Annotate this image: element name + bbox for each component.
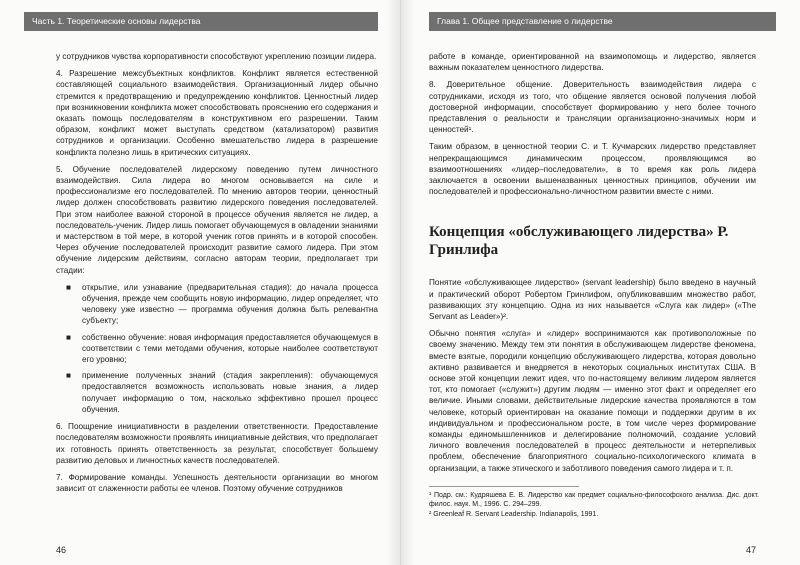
paragraph: 6. Поощрение инициативности в разделении ответственности. Предоставление последователям возможности проявлять инициативные действия, что предполагает их готовность принять ответственность за результат, способствует большему развитию деловых и личностных качеств последователей. xyxy=(56,422,378,465)
left-page-body xyxy=(56,51,378,494)
bullet-icon: ■ xyxy=(66,332,71,342)
running-head-left: Часть 1. Теоретические основы лидерства xyxy=(24,12,378,31)
paragraph: 4. Разрешение межсубъектных конфликтов. Конфликт является естественной составляющей социального взаимодействия. Организационный лидер обычно стремится к предотвращению и предупреждению конфликтов. Ценностный лидер при возникновении конфликта может способствовать прояснению его содержания и оказать помощь последователям в конструктивном его разрешении. Таким образом, конфликт может выступать средством (катализатором) развития сотрудников и организации. Особенно вмешательство лидера в разрешение конфликта полезно лишь в критических ситуациях. xyxy=(56,69,378,157)
list-item xyxy=(66,282,378,327)
paragraph: Понятие «обслуживающее лидерство» (servant leadership) было введено в научный и практический оборот Робертом Гринлифом, опубликовавшим множество работ, развивающих эту концепцию. Одна из них называется «Слуга как лидер» («The Servant as Leader»)². xyxy=(429,278,756,322)
page-number-right: 47 xyxy=(745,545,756,555)
paragraph: Таким образом, в ценностной теории С. и Т. Кучмарских лидерство представляет непрекращающимся динамическим процессом, проявляющимся во взаимоотношениях «лидер–последователи», в то время как роль лидера заключается в освоении вышеназванных ценностных принципов, обучении им последователей и профессионально-личностном развитии вместе с ними. xyxy=(429,142,756,197)
list-item xyxy=(66,370,378,415)
gutter-shadow xyxy=(401,0,415,565)
list-item-text: собственно обучение: новая информация предоставляется обучающемуся в соответствии с теми методами обучения, которые наиболее соответствуют его уровню; xyxy=(82,332,378,365)
bullet-icon: ■ xyxy=(66,282,71,292)
paragraph: у сотрудников чувства корпоративности способствуют укреплению позиции лидера. xyxy=(56,52,377,61)
list-item-text: открытие, или узнавание (предварительная стадия): до начала процесса обучения, прежде чем сообщить новую информацию, лидер определяет, что человеку уже известно — программа обучения должна быть релевантна субъекту; xyxy=(82,282,378,326)
running-head-right: Глава 1. Общее представление о лидерстве xyxy=(429,12,776,31)
list-item xyxy=(66,332,378,366)
paragraph: 7. Формирование команды. Успешность деятельности организации во многом зависит от слаженности работы ее членов. Поэтому обучение сотрудников xyxy=(56,472,378,494)
gutter-shadow xyxy=(386,0,400,565)
paragraph: работе в команде, ориентированной на взаимопомощь и лидерство, является важным показателем ценностного лидерства. xyxy=(429,52,756,73)
stages-list xyxy=(56,282,378,415)
list-item-text: применение полученных знаний (стадия закрепления): обучающемуся предоставляется возможность использовать новые знания, а лидер получает информацию о том, насколько эффективно прошел процесс обучения. xyxy=(82,371,378,414)
right-page-body xyxy=(429,51,759,519)
paragraph: 5. Обучение последователей лидерскому поведению путем личностного взаимодействия. Сила лидера во многом основывается на силе и профессионализме его последователей. По мнению авторов теории, ценностный лидер должен способствовать развитию лидерского поведения последователей. При этом наиболее важной стороной в процессе обучения является не лидер, а последователь-ученик. Лидер лишь помогает обучающемуся в овладении знаниями и мастерством в той мере, в которой ученик готов принять и в которой способен. Через обучение последователей происходит развитие самого лидера. При этом обучение лидерским действиям, согласно авторам теории, предполагает три стадии: xyxy=(56,164,378,275)
footnote: ¹ Подр. см.: Кудряшева Е. В. Лидерство как предмет социально-философского анализа. Дис. докт. филос. наук. М., 1996. С. 294–299. xyxy=(429,491,759,509)
bullet-icon: ■ xyxy=(66,371,71,381)
section-title: Концепция «обслуживающего лидерства» Р. Гринлифа xyxy=(429,224,729,259)
paragraph: Обычно понятия «слуга» и «лидер» воспринимаются как противоположные по своему значению. Между тем эти понятия в обслуживающем лидерстве феномена, вместе взятые, породили концепцию обслуживающего лидерства, которая довольно активно развивается и внедряется в некоторых социальных институтах США. В основе этой концепции лежит идея, что по-настоящему великим лидером является тот, кто помогает («служит») другим людям — именно этот факт и определяет его величие. Иными словами, действительные лидерские качества проявляются в том человеке, который ориентирован на оказание помощи и поддержки другим в их индивидуальном и профессиональном росте, в том числе через формирование команды единомышленников и делегирование полномочий, создание условий личного вовлечения последователей в процесс деятельности и нетерпеливых проблем, обеспечение благоприятного социально-психологического климата в организации, а также этического и заботливого поведения самого лидера и т. п. xyxy=(429,329,756,473)
right-page xyxy=(400,0,800,565)
footnote: ² Greenleaf R. Servant Leadership. Indianapolis, 1991. xyxy=(429,510,599,518)
page-number-left: 46 xyxy=(56,545,67,555)
paragraph: 8. Доверительное общение. Доверительность взаимодействия лидера с сотрудниками, исходя из того, что общение является основой получения любой достоверной информации, способствует формированию у него более точного представления о реальности и трансляции организационно-значимых норм и ценностей¹. xyxy=(429,80,756,135)
